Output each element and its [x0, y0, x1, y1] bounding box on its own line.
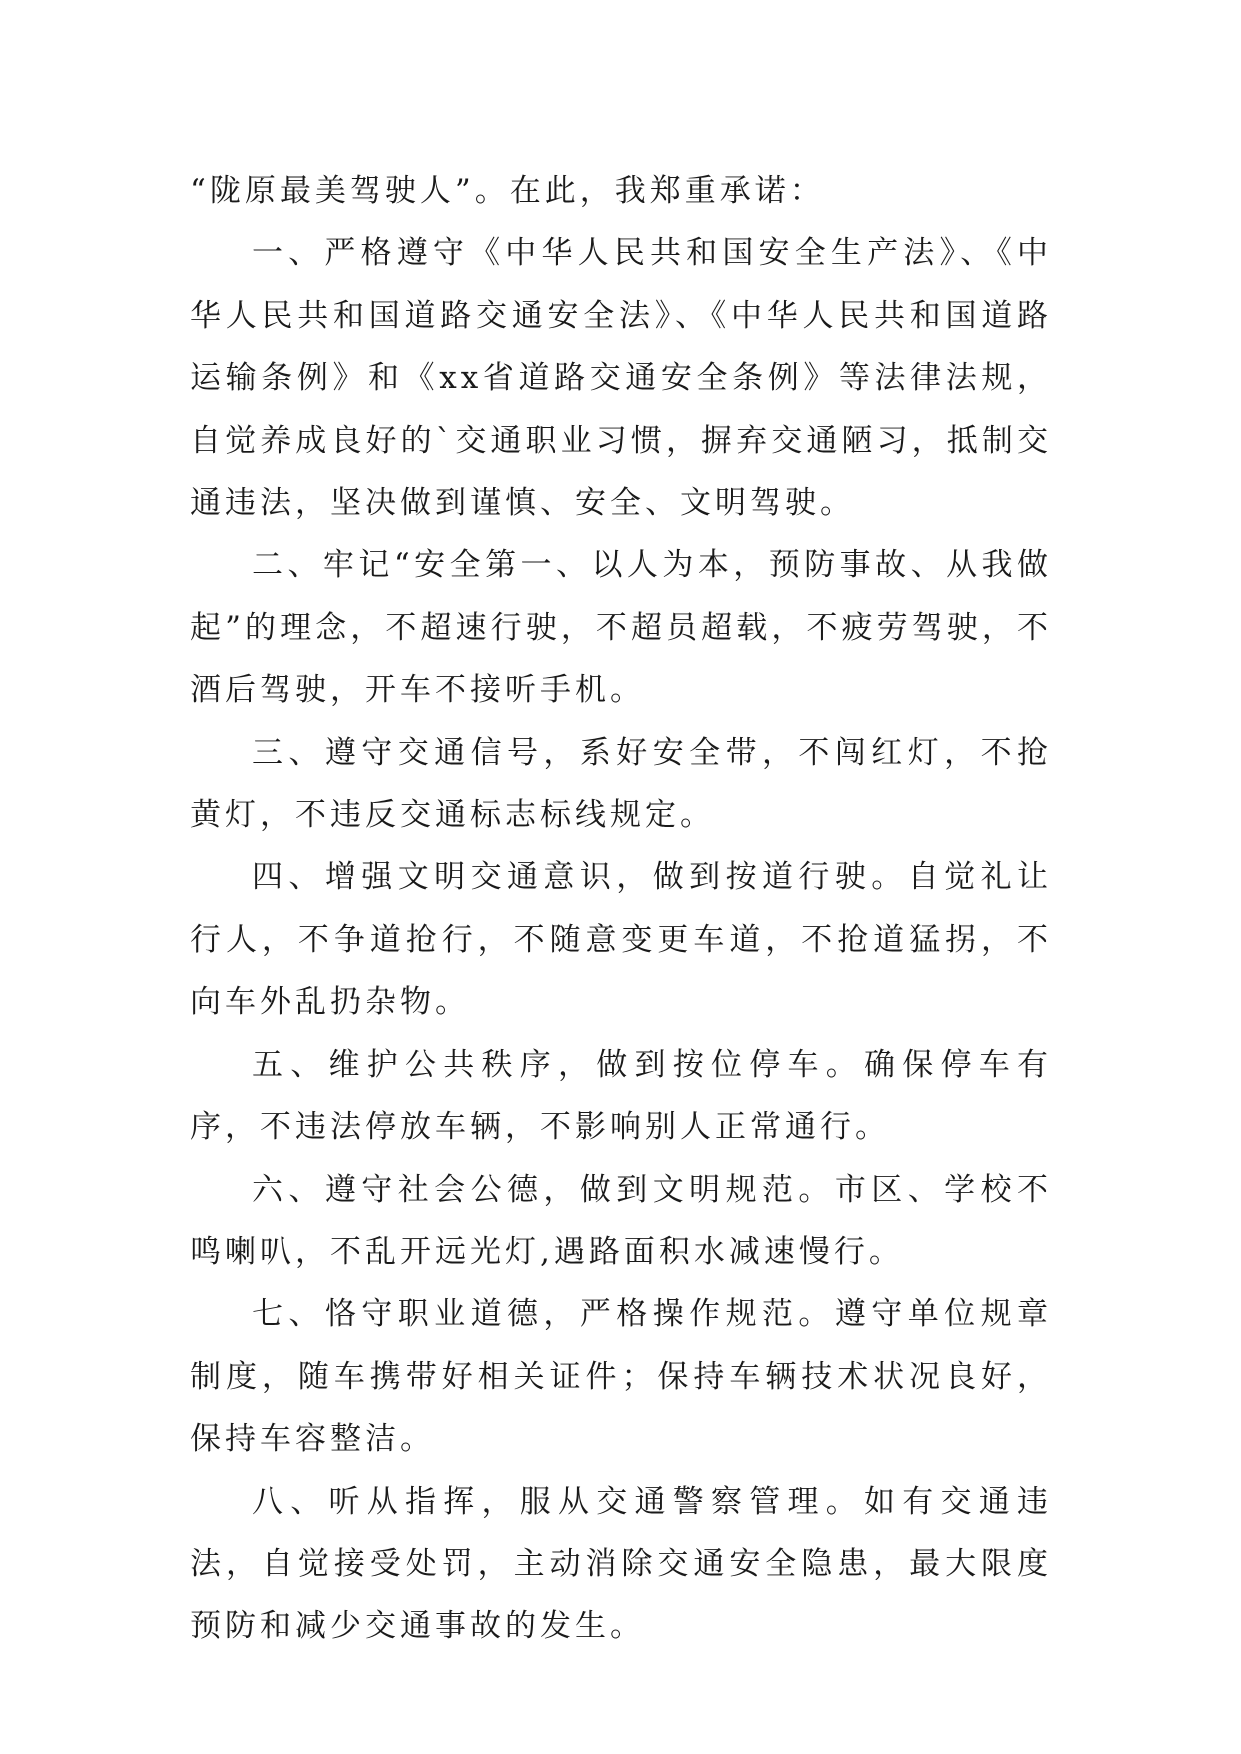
- document-body: [190, 160, 1052, 1658]
- pledge-item-3: 三、遵守交通信号，系好安全带，不闯红灯，不抢黄灯，不违反交通标志标线规定。: [190, 734, 1052, 834]
- pledge-item-5: 五、维护公共秩序，做到按位停车。确保停车有序，不违法停放车辆，不影响别人正常通行。: [190, 1046, 1052, 1146]
- pledge-item-6: 六、遵守社会公德，做到文明规范。市区、学校不鸣喇叭，不乱开远光灯,遇路面积水减速慢行。: [190, 1171, 1052, 1270]
- intro-paragraph: “陇原最美驾驶人”。在此，我郑重承诺：: [190, 173, 825, 209]
- pledge-item-4: 四、增强文明交通意识，做到按道行驶。自觉礼让行人，不争道抢行，不随意变更车道，不抢道猛拐，不向车外乱扔杂物。: [190, 859, 1052, 1021]
- pledge-item-2: 二、牢记“安全第一、以人为本，预防事故、从我做起”的理念，不超速行驶，不超员超载，不疲劳驾驶，不酒后驾驶，开车不接听手机。: [190, 547, 1052, 709]
- pledge-item-8: 八、听从指挥，服从交通警察管理。如有交通违法，自觉接受处罚，主动消除交通安全隐患，最大限度预防和减少交通事故的发生。: [190, 1483, 1052, 1645]
- pledge-item-7: 七、恪守职业道德，严格操作规范。遵守单位规章制度，随车携带好相关证件；保持车辆技术状况良好，保持车容整洁。: [190, 1296, 1052, 1458]
- pledge-item-1: 一、严格遵守《中华人民共和国安全生产法》、《中华人民共和国道路交通安全法》、《中华人民共和国道路运输条例》和《xx省道路交通安全条例》等法律法规，自觉养成良好的`交通职业习惯，摒弃交通陋习，抵制交通违法，坚决做到谨慎、安全、文明驾驶。: [190, 235, 1052, 522]
